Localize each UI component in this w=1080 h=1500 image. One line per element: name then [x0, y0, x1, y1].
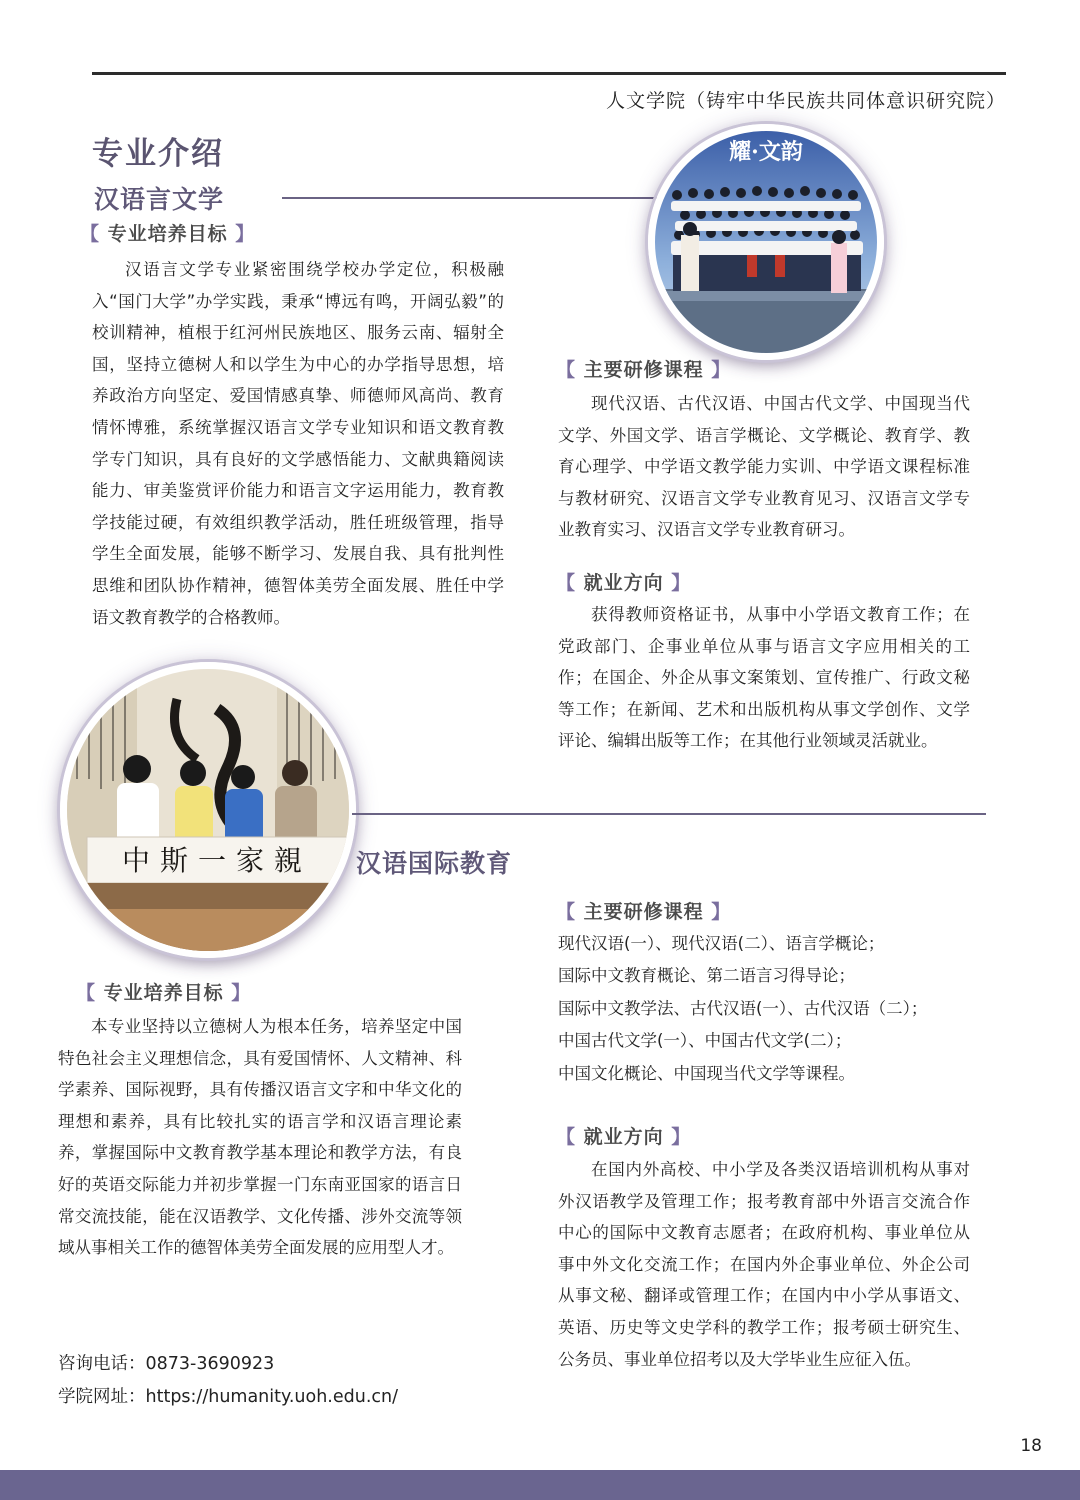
major2-rule	[352, 813, 986, 815]
choir-performance-photo	[648, 124, 884, 360]
institute-header: 人文学院（铸牢中华民族共同体意识研究院）	[605, 90, 1006, 112]
goal-text-international-education: 本专业坚持以立德树人为根本任务，培养坚定中国特色社会主义理想信念，具有爱国情怀、人文精神、科学素养、国际视野，具有传播汉语言文字和中华文化的理想和素养，具有比较扎实的语言学和汉语言理论素养，掌握国际中文教育教学基本理论和教学方法，有良好的英语交际能力并初步掌握一门东南亚国家的语言日常交流技能，能在汉语教学、文化传播、涉外交流等领域从事相关工作的德智体美劳全面发展的应用型人才。	[58, 1017, 462, 1258]
contact-website[interactable]: 学院网址：https://humanity.uoh.edu.cn/	[58, 1387, 399, 1407]
section-label-career-2: 【 就业方向 】	[556, 1126, 692, 1148]
career-text-international-education: 在国内外高校、中小学及各类汉语培训机构从事对外汉语教学及管理工作；报考教育部中外语言交流合作中心的国际中文教育志愿者；在政府机构、事业单位从事中外文化交流工作；在国内外企事业单位、外企公司从事文秘、翻译或管理工作；在国内中小学从事语文、英语、历史等文史学科的教学工作；报考硕士研究生、公务员、事业单位招考以及大学毕业生应征入伍。	[558, 1160, 970, 1369]
bottom-color-bar	[0, 1470, 1080, 1500]
course-line: 国际中文教育概论、第二语言习得导论；	[558, 966, 855, 986]
choir-photo-illustration	[655, 131, 877, 353]
major-title-chinese-international-education: 汉语国际教育	[356, 849, 513, 878]
courses-list-international-education	[558, 928, 978, 1090]
goal-text-chinese-literature: 汉语言文学专业紧密围绕学校办学定位，积极融入“国门大学”办学实践，秉承“博远有鸣，开阔弘毅”的校训精神，植根于红河州民族地区、服务云南、辐射全国，坚持立德树人和以学生为中心的办学指导思想，培养政治方向坚定、爱国情感真挚、师德师风高尚、教育情怀博雅，系统掌握汉语言文学专业知识和语文教育教学专门知识，具有良好的文学感悟能力、文献典籍阅读能力、审美鉴赏评价能力和语言文字运用能力，教育教学技能过硬，有效组织教学活动，胜任班级管理，指导学生全面发展，能够不断学习、发展自我、具有批判性思维和团队协作精神，德智体美劳全面发展、胜任中学语文教育教学的合格教师。	[92, 260, 504, 627]
contact-info	[58, 1348, 398, 1414]
course-line: 国际中文教学法、古代汉语(一）、古代汉语（二）；	[558, 998, 928, 1018]
contact-phone: 咨询电话：0873-3690923	[58, 1354, 275, 1374]
calligraphy-students-photo	[60, 662, 356, 958]
section-label-career: 【 就业方向 】	[556, 572, 692, 594]
section-label-courses: 【 主要研修课程 】	[556, 359, 732, 381]
calligraphy-scroll-text: 中斯一家親	[121, 844, 313, 877]
career-text-chinese-literature: 获得教师资格证书，从事中小学语文教育工作；在党政部门、企事业单位从事与语言文字应用相关的工作；在国企、外企从事文案策划、宣传推广、行政文秘等工作；在新闻、艺术和出版机构从事文学创作、文学评论、编辑出版等工作；在其他行业领域灵活就业。	[558, 605, 970, 751]
section-label-goal: 【 专业培养目标 】	[80, 223, 256, 245]
courses-text-chinese-literature: 现代汉语、古代汉语、中国古代文学、中国现当代文学、外国文学、语言学概论、文学概论、教育学、教育心理学、中学语文教学能力实训、中学语文课程标准与教材研究、汉语言文学专业教育见习、汉语言文学专业教育实习、汉语言文学专业教育研习。	[558, 394, 970, 540]
major-title-rule	[282, 197, 662, 199]
course-line: 中国文化概论、中国现当代文学等课程。	[558, 1063, 855, 1083]
section-label-goal-2: 【 专业培养目标 】	[76, 982, 252, 1004]
course-line: 中国古代文学(一）、中国古代文学(二）；	[558, 1031, 852, 1051]
section-label-courses-2: 【 主要研修课程 】	[556, 901, 732, 923]
calligraphy-photo-illustration	[67, 669, 349, 951]
major-title-chinese-literature: 汉语言文学	[94, 185, 225, 214]
choir-banner-text: 耀·文韵	[729, 139, 803, 165]
top-rule	[92, 72, 1006, 75]
course-line: 现代汉语(一）、现代汉语(二）、语言学概论；	[558, 934, 885, 953]
page-title: 专业介绍	[92, 136, 224, 172]
page-number: 18	[1020, 1436, 1042, 1456]
